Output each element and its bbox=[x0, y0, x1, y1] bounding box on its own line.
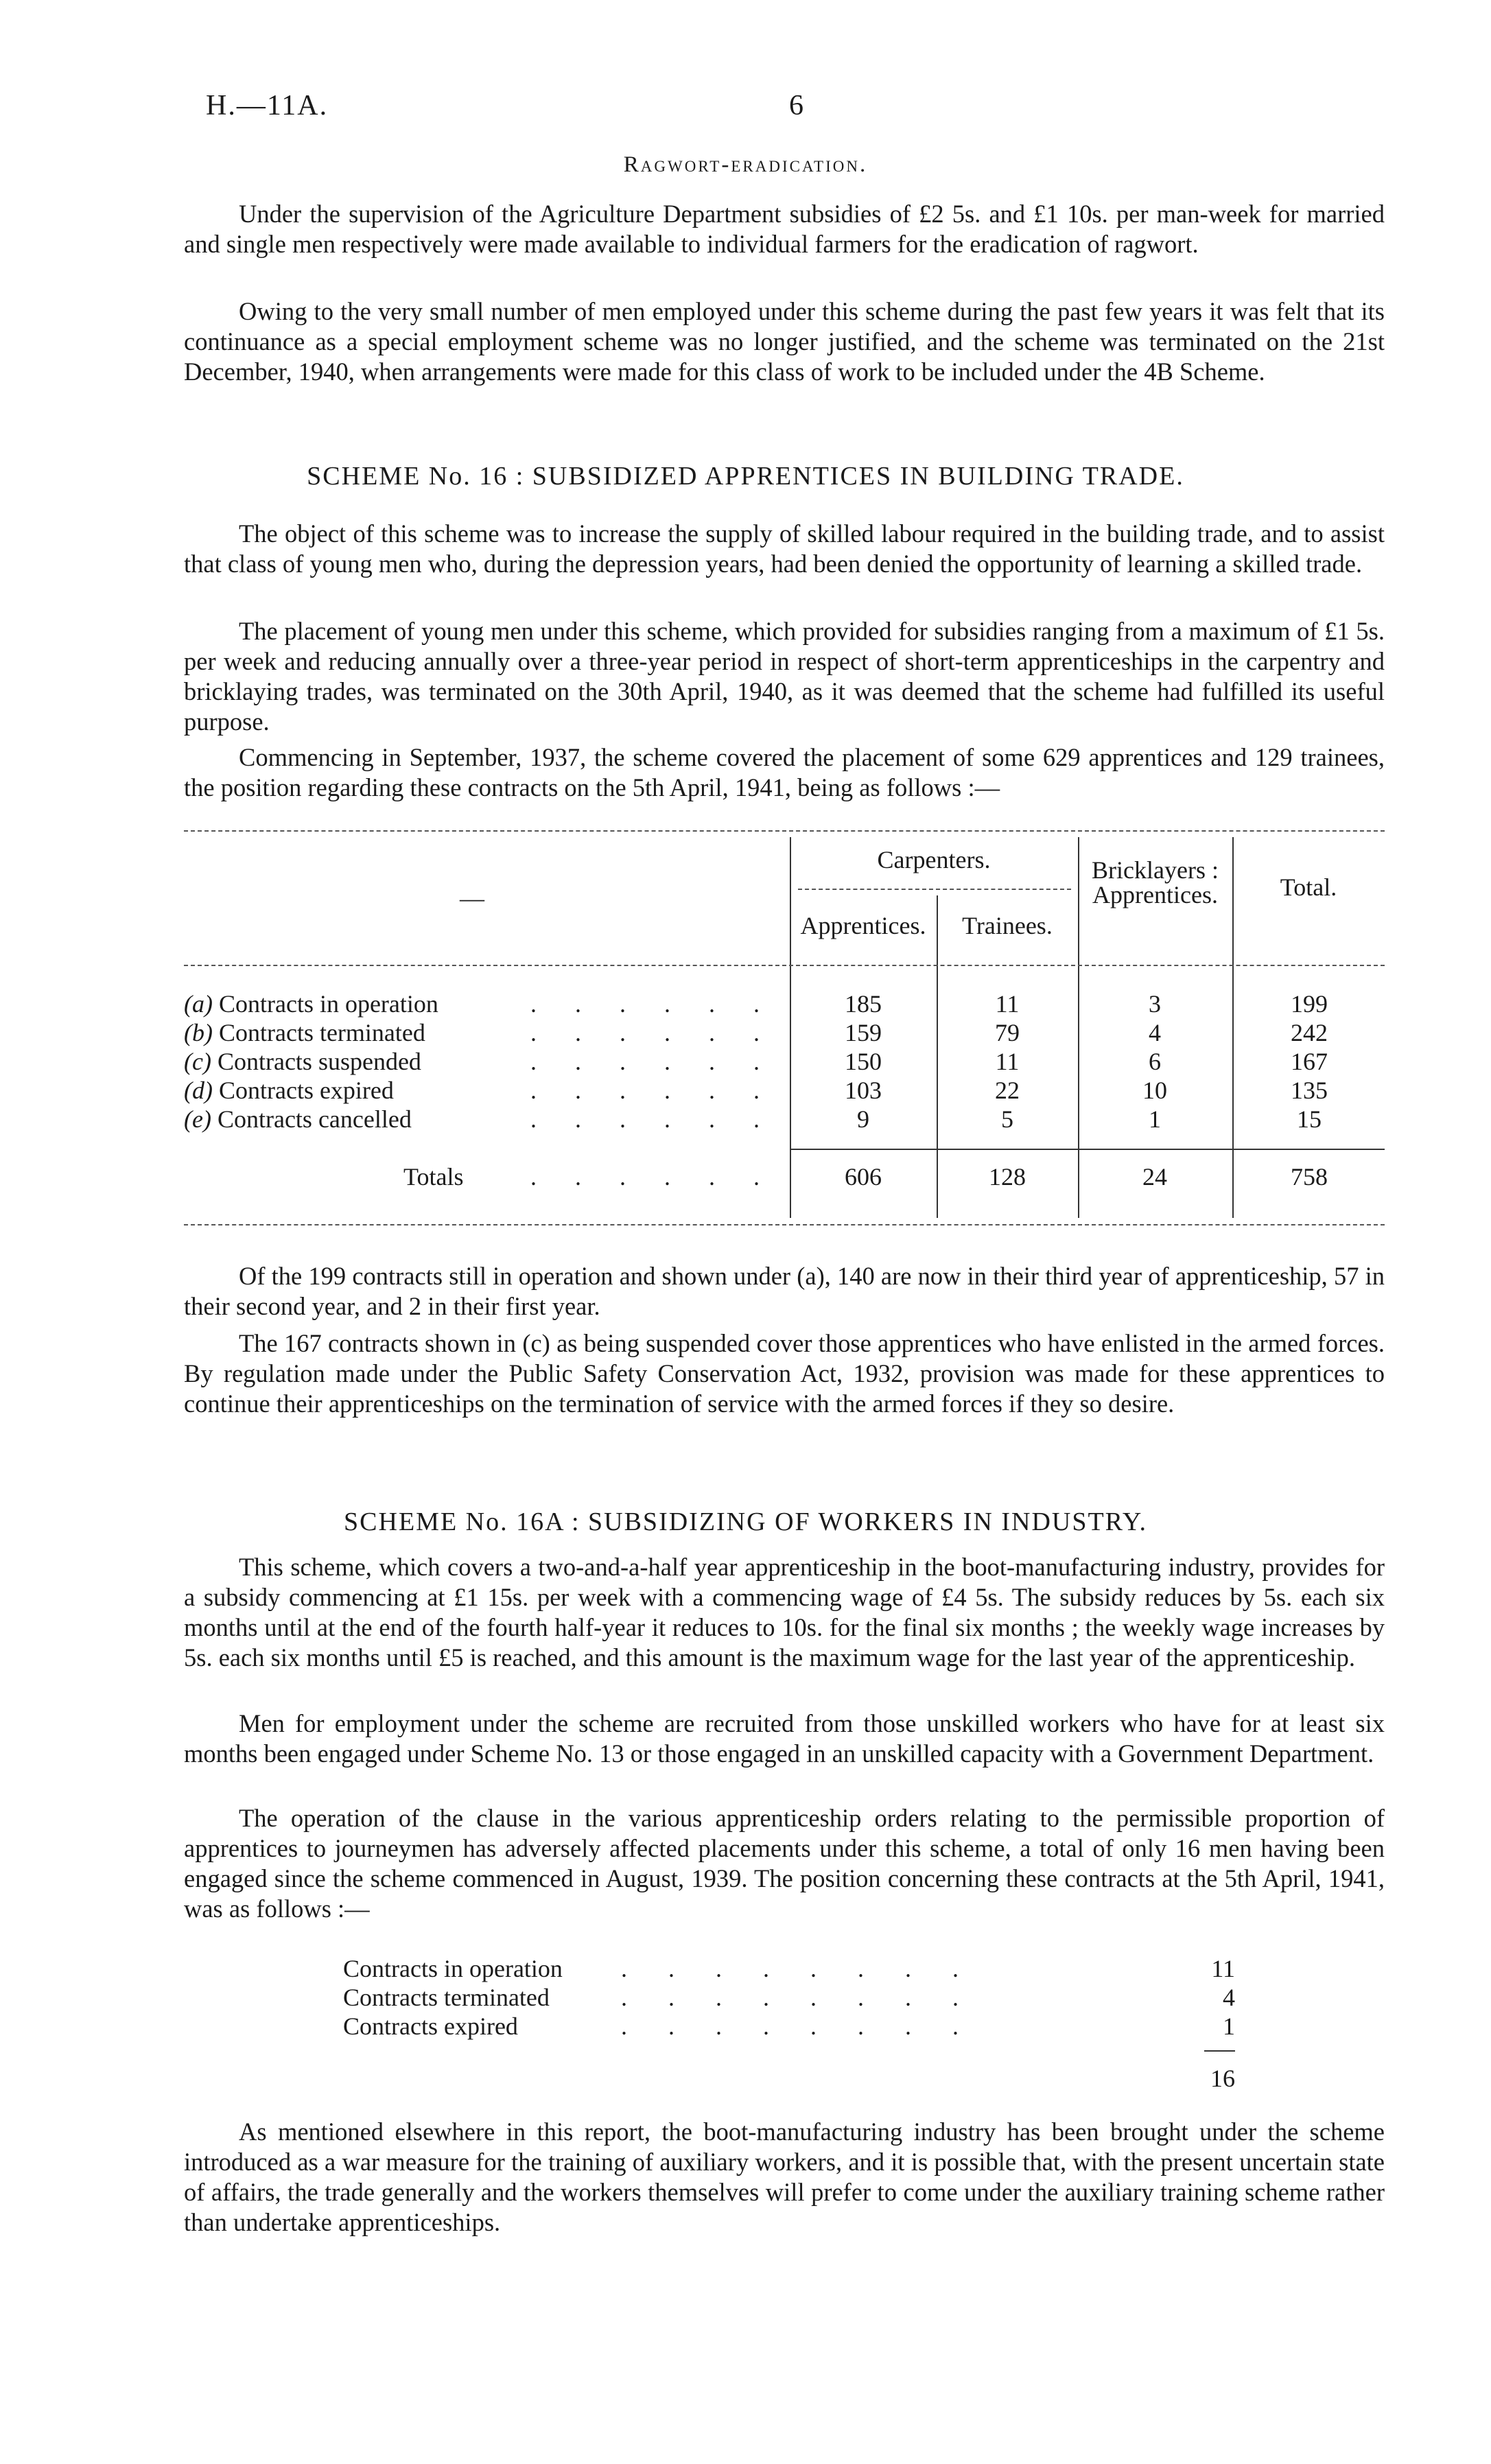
table-row-label: (c) Contracts suspended bbox=[184, 1048, 421, 1075]
leader-dots: ...... bbox=[530, 1048, 798, 1075]
list-item-label: Contracts terminated bbox=[343, 1984, 550, 2011]
header-total: Total. bbox=[1280, 873, 1337, 901]
cell-apprentices: 9 bbox=[857, 1105, 869, 1133]
cell-bricklayers: 6 bbox=[1149, 1048, 1161, 1075]
sum-rule bbox=[1204, 2050, 1235, 2052]
cell-apprentices: 185 bbox=[845, 990, 882, 1018]
paragraph: Of the 199 contracts still in operation and shown under (a), 140 are now in their third year of apprenticeship, 57 in their second year, and 2 in their first year. bbox=[184, 1262, 1385, 1320]
table-rule-top bbox=[184, 830, 1385, 832]
cell-bricklayers: 1 bbox=[1149, 1105, 1161, 1133]
paragraph: Under the supervision of the Agriculture Department subsidies of £2 5s. and £1 10s. per man-week for married and single men respectively were made available to individual farmers for the eradication of ragwort. bbox=[184, 200, 1385, 258]
cell-trainees: 5 bbox=[1001, 1105, 1013, 1133]
header-carpenters: Carpenters. bbox=[877, 846, 991, 873]
list-item bbox=[343, 1954, 1235, 1984]
document-reference: H.—11A. bbox=[206, 90, 329, 121]
table-row-label: (d) Contracts expired bbox=[184, 1077, 394, 1104]
paragraph: Men for employment under the scheme are recruited from those unskilled workers who have for at least six months been engaged under Scheme No. 13 or those engaged in an unskilled capacity with a Government Department. bbox=[184, 1709, 1385, 1768]
leader-dots: ........ bbox=[621, 2013, 1000, 2040]
leader-dots: ...... bbox=[530, 1077, 798, 1104]
cell-bricklayers: 4 bbox=[1149, 1019, 1161, 1046]
list-total: 16 bbox=[1210, 2065, 1235, 2092]
cell-total: 167 bbox=[1291, 1048, 1328, 1075]
totals-label: Totals bbox=[403, 1163, 464, 1190]
total-apprentices: 606 bbox=[845, 1163, 882, 1190]
leader-dots: ...... bbox=[530, 1019, 798, 1046]
leader-dots: ........ bbox=[621, 1955, 1000, 1982]
header-trainees: Trainees. bbox=[962, 912, 1053, 939]
paragraph: As mentioned elsewhere in this report, the boot-manufacturing industry has been brought under the scheme introduced as a war measure for the training of auxiliary workers, and it is possible that, with the present uncertain state of affairs, the trade generally and the workers themselves will prefer to come under the auxiliary training scheme rather than undertake apprenticeships. bbox=[184, 2117, 1385, 2236]
table-row-label: (b) Contracts terminated bbox=[184, 1019, 425, 1046]
contracts-table bbox=[184, 830, 1385, 1245]
paragraph: This scheme, which covers a two-and-a-half year apprenticeship in the boot-manufacturing industry, provides for a subsidy commencing at £1 15s. per week with a commencing wage of £4 5s. The subsidy reduces by 5s. each six months until at the end of the fourth half-year it reduces to 10s. for the final six months ; the weekly wage increases by 5s. each six months until £5 is reached, and this amount is the maximum wage for the last year of the apprenticeship. bbox=[184, 1553, 1385, 1671]
paragraph: Commencing in September, 1937, the scheme covered the placement of some 629 apprentices and 129 trainees, the position regarding these contracts on the 5th April, 1941, being as follows :— bbox=[184, 743, 1385, 801]
total-trainees: 128 bbox=[989, 1163, 1026, 1190]
totals-rule bbox=[790, 1149, 1385, 1150]
cell-trainees: 11 bbox=[995, 990, 1020, 1018]
list-item-value: 1 bbox=[1223, 2013, 1235, 2040]
cell-trainees: 79 bbox=[995, 1019, 1020, 1046]
cell-total: 135 bbox=[1291, 1077, 1328, 1104]
list-item bbox=[343, 1983, 1235, 2013]
cell-total: 15 bbox=[1297, 1105, 1322, 1133]
paragraph: The placement of young men under this scheme, which provided for subsidies ranging from a maximum of £1 5s. per week and reducing annually over a three-year period in respect of short-term apprenticeships in the carpentry and bricklaying trades, was terminated on the 30th April, 1940, as it was deemed that the scheme had fulfilled its useful purpose. bbox=[184, 617, 1385, 736]
header-apprentices: Apprentices. bbox=[800, 912, 926, 939]
header-bricklayers: Bricklayers : Apprentices. bbox=[1092, 856, 1219, 908]
total-grand: 758 bbox=[1291, 1163, 1328, 1190]
cell-total: 242 bbox=[1291, 1019, 1328, 1046]
cell-trainees: 11 bbox=[995, 1048, 1020, 1075]
leader-dots: ...... bbox=[530, 1163, 798, 1190]
cell-apprentices: 150 bbox=[845, 1048, 882, 1075]
total-bricklayers: 24 bbox=[1142, 1163, 1167, 1190]
list-item-value: 4 bbox=[1223, 1984, 1235, 2011]
table-rule-bottom bbox=[184, 1224, 1385, 1225]
table-row-label: (a) Contracts in operation bbox=[184, 990, 438, 1018]
section-title-scheme-16: SCHEME No. 16 : SUBSIDIZED APPRENTICES IN BUILDING TRADE. bbox=[307, 462, 1184, 491]
leader-dots: ........ bbox=[621, 1984, 1000, 2011]
paragraph: The 167 contracts shown in (c) as being suspended cover those apprentices who have enlisted in the armed forces. By regulation made under the Public Safety Conservation Act, 1932, provision was made for these apprentices to continue their apprenticeships on the termination of service with the armed forces if they so desire. bbox=[184, 1329, 1385, 1418]
list-item-value: 11 bbox=[1211, 1955, 1235, 1982]
paragraph: The object of this scheme was to increase the supply of skilled labour required in the building trade, and to assist that class of young men who, during the depression years, had been denied the opportunity of learning a skilled trade. bbox=[184, 519, 1385, 578]
paragraph: Owing to the very small number of men employed under this scheme during the past few years it was felt that its continuance as a special employment scheme was no longer justified, and the scheme was terminated on the 21st December, 1940, when arrangements were made for this class of work to be included under the 4B Scheme. bbox=[184, 297, 1385, 386]
list-item-label: Contracts in operation bbox=[343, 1955, 563, 1982]
table-col-divider bbox=[1078, 837, 1079, 1218]
cell-total: 199 bbox=[1291, 990, 1328, 1018]
table-row-label: (e) Contracts cancelled bbox=[184, 1105, 412, 1133]
page-number: 6 bbox=[789, 90, 803, 121]
list-item-label: Contracts expired bbox=[343, 2013, 518, 2040]
cell-apprentices: 103 bbox=[845, 1077, 882, 1104]
section-title-scheme-16a: SCHEME No. 16A : SUBSIDIZING OF WORKERS IN INDUSTRY. bbox=[344, 1507, 1147, 1536]
cell-bricklayers: 10 bbox=[1142, 1077, 1167, 1104]
cell-trainees: 22 bbox=[995, 1077, 1020, 1104]
table-rule-header bbox=[184, 965, 1385, 966]
leader-dots: ...... bbox=[530, 1105, 798, 1133]
section-title-ragwort: Ragwort-eradication. bbox=[623, 152, 868, 177]
cell-apprentices: 159 bbox=[845, 1019, 882, 1046]
table-col-divider bbox=[937, 895, 938, 1218]
cell-bricklayers: 3 bbox=[1149, 990, 1161, 1018]
header-subrule bbox=[798, 889, 1071, 890]
paragraph: The operation of the clause in the various apprenticeship orders relating to the permissible proportion of apprentices to journeymen has adversely affected placements under this scheme, a total of only 16 men having been engaged since the scheme commenced in August, 1939. The position concerning these contracts at the 5th April, 1941, was as follows :— bbox=[184, 1804, 1385, 1923]
leader-dots: ...... bbox=[530, 990, 798, 1018]
table-corner-dash: — bbox=[460, 884, 484, 912]
list-item bbox=[343, 2012, 1235, 2042]
